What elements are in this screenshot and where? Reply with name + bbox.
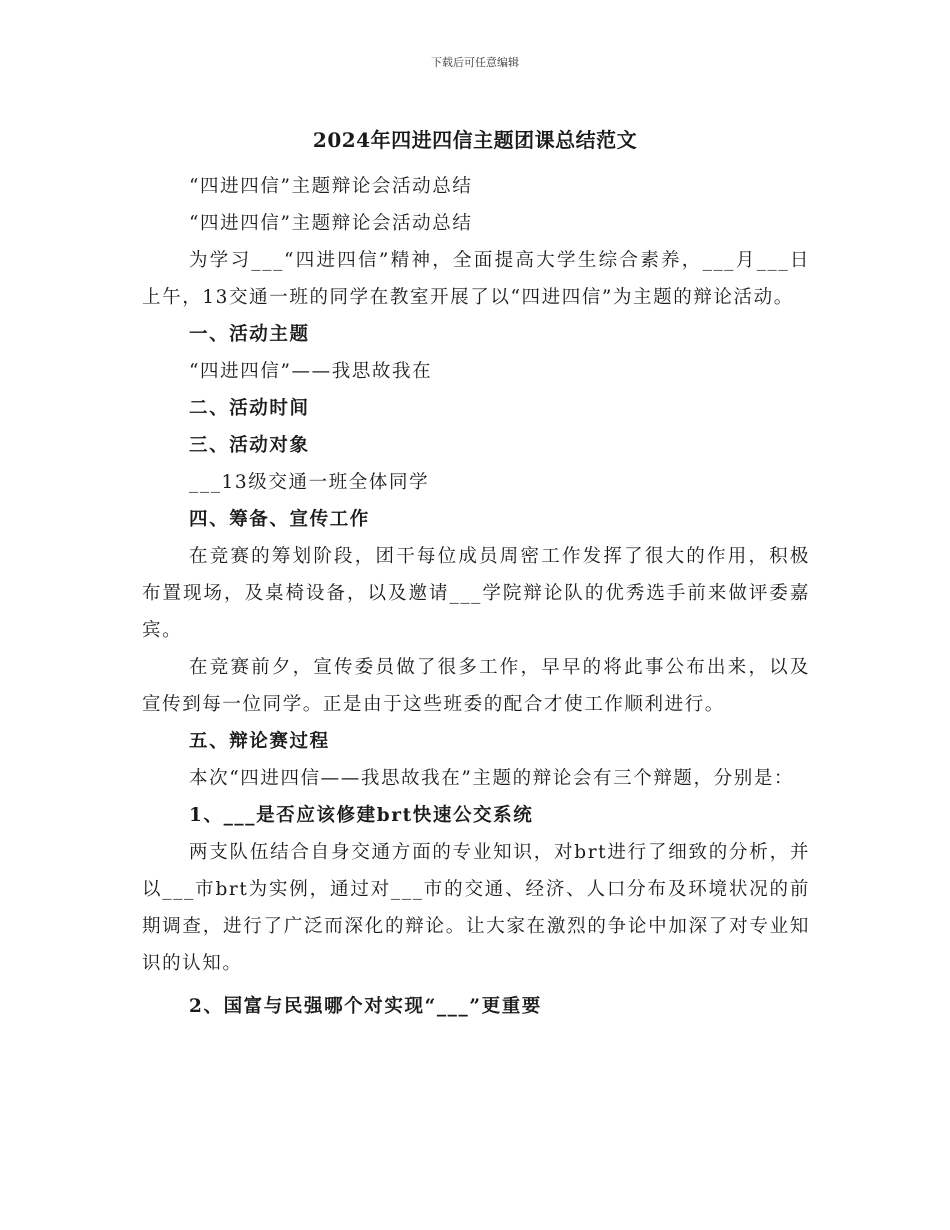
document-title: 2024年四进四信主题团课总结范文	[312, 128, 638, 152]
heading-topic-1: 1、___是否应该修建brt快速公交系统	[189, 805, 534, 826]
heading-topic-2: 2、国富与民强哪个对实现“___”更重要	[189, 996, 542, 1017]
heading-activity-time: 二、活动时间	[189, 398, 310, 419]
heading-debate-process: 五、辩论赛过程	[189, 731, 330, 752]
paragraph-participants: ___13级交通一班全体同学	[189, 472, 430, 493]
heading-preparation: 四、筹备、宣传工作	[189, 509, 370, 530]
paragraph-debate-topics: 本次“四进四信——我思故我在”主题的辩论会有三个辩题，分别是：	[189, 768, 795, 789]
paragraph-preparation-2: 在竞赛前夕，宣传委员做了很多工作，早早的将此事公布出来，以及宣传到每一位同学。正是由于这些班委的配合才使工作顺利进行。	[142, 657, 810, 715]
heading-activity-participants: 三、活动对象	[189, 435, 310, 456]
paragraph-preparation-1: 在竞赛的筹划阶段，团干每位成员周密工作发挥了很大的作用，积极布置现场，及桌椅设备，以及邀请___学院辩论队的优秀选手前来做评委嘉宾。	[142, 546, 810, 641]
paragraph-intro: 为学习___“四进四信”精神，全面提高大学生综合素养，___月___日上午，13交通一班的同学在教室开展了以“四进四信”为主题的辩论活动。	[142, 250, 810, 308]
page-header-note: 下载后可任意编辑	[431, 56, 519, 69]
paragraph-topic-1: 两支队伍结合自身交通方面的专业知识，对brt进行了细致的分析，并以___市brt为实例，通过对___市的交通、经济、人口分布及环境状况的前期调查，进行了广泛而深化的辩论。让大家在激烈的争论中加深了对专业知识的认知。	[142, 842, 810, 974]
paragraph-activity-theme: “四进四信”——我思故我在	[189, 361, 433, 382]
heading-activity-theme: 一、活动主题	[189, 324, 310, 345]
paragraph-subtitle-1: “四进四信”主题辩论会活动总结	[189, 176, 473, 197]
document-body	[142, 168, 810, 1025]
paragraph-subtitle-2: “四进四信”主题辩论会活动总结	[189, 213, 473, 234]
